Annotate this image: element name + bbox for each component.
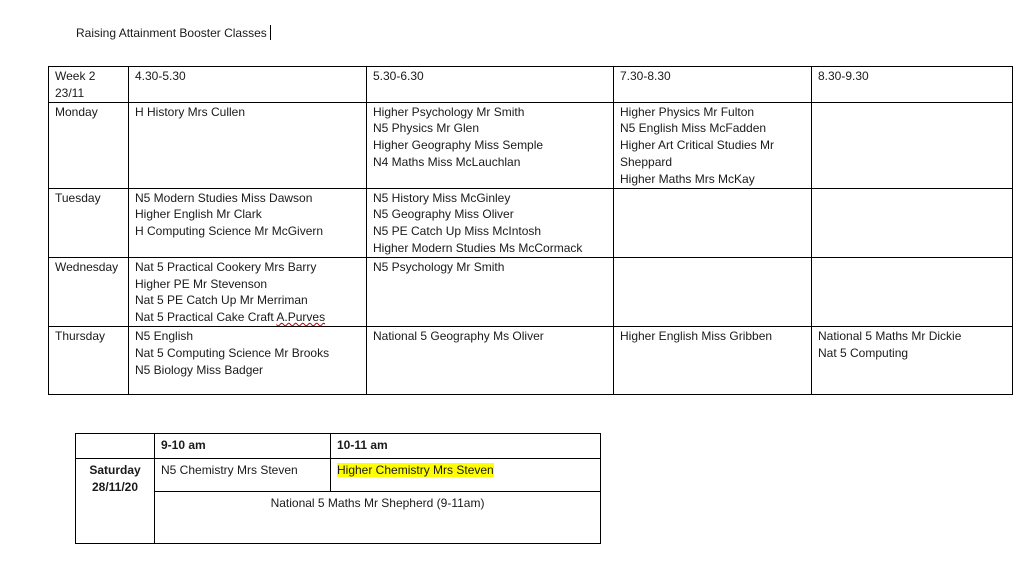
slot-header-cell: [812, 67, 1013, 103]
class-cell: [812, 188, 1013, 257]
slot-label: 4.30-5.30: [135, 69, 186, 83]
class-entry: Nat 5 PE Catch Up Mr Merriman: [135, 293, 308, 308]
class-entry: N5 PE Catch Up Miss McIntosh: [373, 224, 542, 239]
class-entry: N5 Psychology Mr Smith: [373, 259, 505, 274]
class-cell: [812, 326, 1013, 394]
saturday-day-cell: [76, 459, 155, 544]
saturday-class-cell: [155, 459, 331, 492]
timetable: [48, 66, 1013, 395]
day-cell: [49, 188, 129, 257]
table-row: [49, 326, 1013, 394]
highlighted-class: Higher Chemistry Mrs Steven: [337, 463, 494, 477]
table-row: [49, 257, 1013, 326]
saturday-table: [75, 433, 601, 544]
class-entry: Higher English Miss Gribben: [620, 328, 773, 343]
saturday-combined-cell: [155, 492, 601, 544]
class-entry: N5 English: [135, 328, 194, 343]
class-entry: N5 English Miss McFadden: [620, 121, 767, 136]
class-cell: [367, 326, 614, 394]
text-cursor: [270, 25, 271, 40]
timetable-header-row: [49, 67, 1013, 103]
class-cell: [129, 326, 367, 394]
class-cell: [614, 188, 812, 257]
table-row: [49, 102, 1013, 188]
class-entry: Higher Psychology Mr Smith: [373, 104, 525, 119]
class-entry: N4 Maths Miss McLauchlan: [373, 154, 521, 169]
slot-header-cell: [614, 67, 812, 103]
class-entry: H Computing Science Mr McGivern: [135, 224, 324, 239]
saturday-day: Saturday: [89, 463, 141, 477]
class-cell: [812, 102, 1013, 188]
class-entry: H History Mrs Cullen: [135, 104, 246, 119]
class-entry: Sheppard: [620, 154, 673, 169]
week-label: Week 2: [55, 69, 96, 83]
class-cell: [367, 257, 614, 326]
slot-label: 7.30-8.30: [620, 69, 671, 83]
class-entry: Higher PE Mr Stevenson: [135, 276, 268, 291]
class-entry: Higher Modern Studies Ms McCormack: [373, 240, 583, 255]
week-date: 23/11: [55, 85, 85, 100]
class-cell: [614, 326, 812, 394]
document-title-text: Raising Attainment Booster Classes: [76, 26, 267, 40]
document-title: [76, 25, 271, 41]
class-cell: [129, 102, 367, 188]
class-entry: N5 Physics Mr Glen: [373, 121, 480, 136]
class-cell: [367, 188, 614, 257]
slot-label: 5.30-6.30: [373, 69, 424, 83]
saturday-corner-cell: [76, 434, 155, 459]
saturday-combined-row: [76, 492, 601, 544]
class-entry: N5 History Miss McGinley: [373, 190, 511, 205]
class-entry: Higher Physics Mr Fulton: [620, 104, 755, 119]
class-entry: N5 Geography Miss Oliver: [373, 207, 514, 222]
class-entry: Nat 5 Computing: [818, 345, 909, 360]
class-entry: Higher English Mr Clark: [135, 207, 262, 222]
class-entry: National 5 Maths Mr Dickie: [818, 328, 962, 343]
misspelled-word: A.Purves: [276, 310, 326, 325]
class-entry: N5 Modern Studies Miss Dawson: [135, 190, 313, 205]
day-label: Thursday: [55, 328, 106, 343]
day-cell: [49, 326, 129, 394]
day-label: Monday: [55, 104, 98, 119]
class-entry: Nat 5 Computing Science Mr Brooks: [135, 345, 330, 360]
day-cell: [49, 102, 129, 188]
class-entry: National 5 Geography Ms Oliver: [373, 328, 544, 343]
day-cell: [49, 257, 129, 326]
saturday-class-cell: [331, 459, 601, 492]
class-cell: [367, 102, 614, 188]
class-entry: N5 Biology Miss Badger: [135, 362, 264, 377]
saturday-combined-class: National 5 Maths Mr Shepherd (9-11am): [270, 496, 485, 510]
class-cell: [812, 257, 1013, 326]
saturday-slot-header: 10-11 am: [331, 434, 601, 459]
saturday-header-row: [76, 434, 601, 459]
saturday-row: [76, 459, 601, 492]
day-label: Tuesday: [55, 190, 101, 205]
class-entry: [135, 309, 360, 326]
table-row: [49, 188, 1013, 257]
slot-header-cell: [129, 67, 367, 103]
class-cell: [614, 257, 812, 326]
slot-label: 8.30-9.30: [818, 69, 869, 83]
class-entry: Higher Art Critical Studies Mr: [620, 138, 775, 153]
class-cell: [129, 257, 367, 326]
class-entry: Higher Maths Mrs McKay: [620, 171, 755, 186]
class-entry: Higher Geography Miss Semple: [373, 138, 544, 153]
day-label: Wednesday: [55, 259, 119, 274]
saturday-slot-header: 9-10 am: [155, 434, 331, 459]
class-entry-text: Nat 5 Practical Cake Craft: [135, 310, 277, 325]
class-cell: [614, 102, 812, 188]
class-cell: [129, 188, 367, 257]
saturday-date: 28/11/20: [91, 479, 139, 494]
slot-header-cell: [367, 67, 614, 103]
class-entry: Nat 5 Practical Cookery Mrs Barry: [135, 259, 317, 274]
week-header-cell: [49, 67, 129, 103]
saturday-class: N5 Chemistry Mrs Steven: [161, 463, 298, 477]
